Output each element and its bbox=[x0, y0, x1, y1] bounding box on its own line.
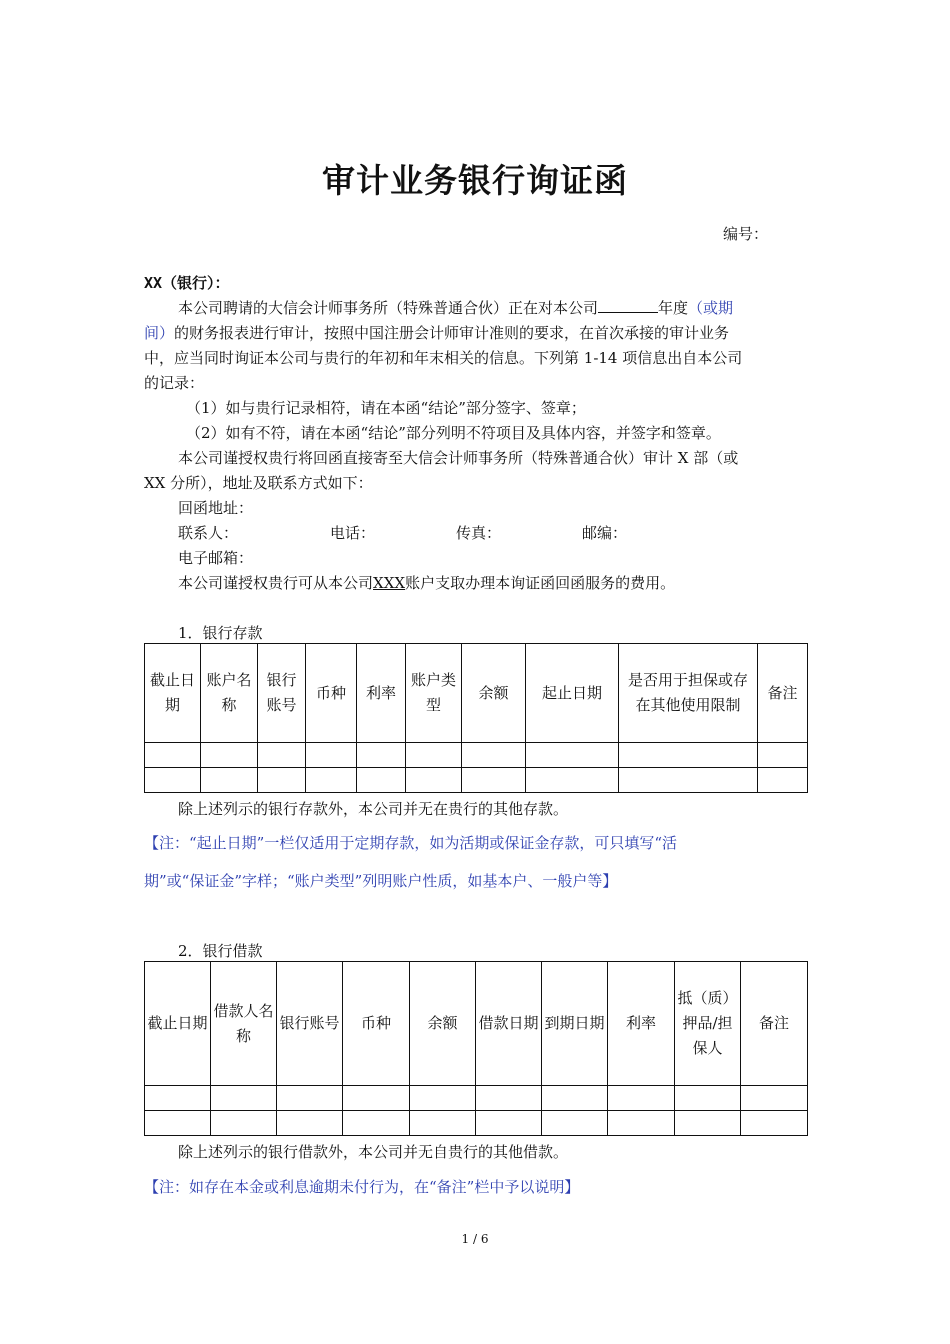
column-header: 起止日期 bbox=[526, 644, 619, 743]
table-cell[interactable] bbox=[675, 1111, 741, 1136]
table-cell[interactable] bbox=[542, 1086, 608, 1111]
authorization-line-1: 本公司谨授权贵行将回函直接寄至大信会计师事务所（特殊普通合伙）审计 X 部（或 bbox=[178, 449, 739, 467]
column-header: 备注 bbox=[741, 962, 808, 1086]
intro-line-2 bbox=[144, 322, 810, 343]
table-cell[interactable] bbox=[306, 768, 357, 793]
section-1-heading: 1．银行存款 bbox=[178, 624, 263, 642]
table-cell[interactable] bbox=[476, 1086, 542, 1111]
intro-text: 年度 bbox=[658, 299, 689, 317]
table-cell[interactable] bbox=[145, 743, 201, 768]
column-header: 利率 bbox=[357, 644, 406, 743]
table-cell[interactable] bbox=[343, 1111, 410, 1136]
column-header: 截止日期 bbox=[145, 644, 201, 743]
intro-line-1 bbox=[178, 297, 810, 318]
column-header: 银行账号 bbox=[277, 962, 343, 1086]
table-cell[interactable] bbox=[526, 768, 619, 793]
column-header: 截止日期 bbox=[145, 962, 211, 1086]
table-cell[interactable] bbox=[758, 768, 808, 793]
table-cell[interactable] bbox=[357, 768, 406, 793]
table-cell[interactable] bbox=[608, 1086, 675, 1111]
authorization-line-2: XX 分所），地址及联系方式如下： bbox=[144, 474, 373, 492]
column-header: 是否用于担保或存在其他使用限制 bbox=[619, 644, 758, 743]
fee-text: 账户支取办理本询证函回函服务的费用。 bbox=[405, 574, 676, 592]
table-cell[interactable] bbox=[258, 768, 306, 793]
column-header: 利率 bbox=[608, 962, 675, 1086]
column-header: 抵（质）押品/担保人 bbox=[675, 962, 741, 1086]
table-cell[interactable] bbox=[675, 1086, 741, 1111]
intro-text: 的财务报表进行审计，按照中国注册会计师审计准则的要求，在首次承接的审计业务 bbox=[174, 324, 730, 342]
addressee: XX（银行）： bbox=[144, 274, 230, 292]
column-header: 到期日期 bbox=[542, 962, 608, 1086]
fee-text: 本公司谨授权贵行可从本公司 bbox=[178, 574, 374, 592]
phone-label: 电话： bbox=[330, 524, 376, 542]
fee-authorization bbox=[178, 572, 844, 593]
intro-line-3: 中，应当同时询证本公司与贵行的年初和年末相关的信息。下列第 1-14 项信息出自本公司 bbox=[144, 349, 743, 367]
table-row bbox=[145, 1111, 808, 1136]
table-cell[interactable] bbox=[758, 743, 808, 768]
section-1-note-line-2: 期”或“保证金”字样；“账户类型”列明账户性质，如基本户、一般户等】 bbox=[144, 872, 618, 890]
section-1-footer: 除上述列示的银行存款外，本公司并无在贵行的其他存款。 bbox=[178, 800, 569, 818]
table-cell[interactable] bbox=[526, 743, 619, 768]
table-header-row bbox=[145, 962, 808, 1086]
column-header: 余额 bbox=[410, 962, 476, 1086]
column-header: 备注 bbox=[758, 644, 808, 743]
instruction-item-2: （2）如有不符，请在本函“结论”部分列明不符项目及具体内容，并签字和签章。 bbox=[186, 424, 721, 442]
table-cell[interactable] bbox=[406, 743, 462, 768]
table-cell[interactable] bbox=[145, 1111, 211, 1136]
table-cell[interactable] bbox=[258, 743, 306, 768]
table-cell[interactable] bbox=[277, 1111, 343, 1136]
table-row bbox=[145, 768, 808, 793]
table-row bbox=[145, 743, 808, 768]
intro-period-text: 间） bbox=[144, 324, 175, 342]
contact-person-label: 联系人： bbox=[178, 524, 239, 542]
table-header-row bbox=[145, 644, 808, 743]
table-cell[interactable] bbox=[619, 768, 758, 793]
table-cell[interactable] bbox=[201, 743, 258, 768]
table-cell[interactable] bbox=[410, 1086, 476, 1111]
table-cell[interactable] bbox=[619, 743, 758, 768]
table-cell[interactable] bbox=[145, 1086, 211, 1111]
year-blank[interactable] bbox=[598, 298, 658, 313]
reply-address-label: 回函地址： bbox=[178, 499, 254, 517]
column-header: 银行账号 bbox=[258, 644, 306, 743]
email-label: 电子邮箱： bbox=[178, 549, 254, 567]
column-header: 余额 bbox=[462, 644, 526, 743]
page-number: 1 / 6 bbox=[461, 1232, 489, 1246]
intro-line-4: 的记录： bbox=[144, 374, 205, 392]
table-cell[interactable] bbox=[462, 743, 526, 768]
reference-number-label: 编号： bbox=[723, 225, 769, 243]
intro-text: 本公司聘请的大信会计师事务所（特殊普通合伙）正在对本公司 bbox=[178, 299, 599, 317]
table-cell[interactable] bbox=[410, 1111, 476, 1136]
column-header: 账户名称 bbox=[201, 644, 258, 743]
table-cell[interactable] bbox=[306, 743, 357, 768]
column-header: 借款人名称 bbox=[211, 962, 277, 1086]
table-cell[interactable] bbox=[277, 1086, 343, 1111]
section-1-note-line-1: 【注：“起止日期”一栏仅适用于定期存款，如为活期或保证金存款，可只填写“活 bbox=[144, 834, 678, 852]
section-2-heading: 2．银行借款 bbox=[178, 942, 263, 960]
section-2-note: 【注：如存在本金或利息逾期未付行为，在“备注”栏中予以说明】 bbox=[144, 1178, 580, 1196]
table-cell[interactable] bbox=[145, 768, 201, 793]
table-cell[interactable] bbox=[201, 768, 258, 793]
table-cell[interactable] bbox=[542, 1111, 608, 1136]
table-cell[interactable] bbox=[357, 743, 406, 768]
table-cell[interactable] bbox=[211, 1111, 277, 1136]
table-cell[interactable] bbox=[741, 1111, 808, 1136]
column-header: 币种 bbox=[343, 962, 410, 1086]
fee-account: XXX bbox=[373, 574, 406, 592]
table-cell[interactable] bbox=[462, 768, 526, 793]
table-cell[interactable] bbox=[343, 1086, 410, 1111]
instruction-item-1: （1）如与贵行记录相符，请在本函“结论”部分签字、签章； bbox=[186, 399, 586, 417]
table-cell[interactable] bbox=[476, 1111, 542, 1136]
fax-label: 传真： bbox=[456, 524, 502, 542]
section-2-footer: 除上述列示的银行借款外，本公司并无自贵行的其他借款。 bbox=[178, 1143, 569, 1161]
column-header: 账户类型 bbox=[406, 644, 462, 743]
table-cell[interactable] bbox=[406, 768, 462, 793]
intro-period-text: （或期 bbox=[688, 299, 734, 317]
postcode-label: 邮编： bbox=[582, 524, 628, 542]
table-row bbox=[145, 1086, 808, 1111]
table-cell[interactable] bbox=[211, 1086, 277, 1111]
column-header: 借款日期 bbox=[476, 962, 542, 1086]
contact-row bbox=[178, 522, 844, 543]
table-cell[interactable] bbox=[741, 1086, 808, 1111]
deposit-table bbox=[144, 643, 808, 793]
table-cell[interactable] bbox=[608, 1111, 675, 1136]
column-header: 币种 bbox=[306, 644, 357, 743]
loan-table bbox=[144, 961, 808, 1136]
document-title: 审计业务银行询证函 bbox=[322, 161, 628, 200]
